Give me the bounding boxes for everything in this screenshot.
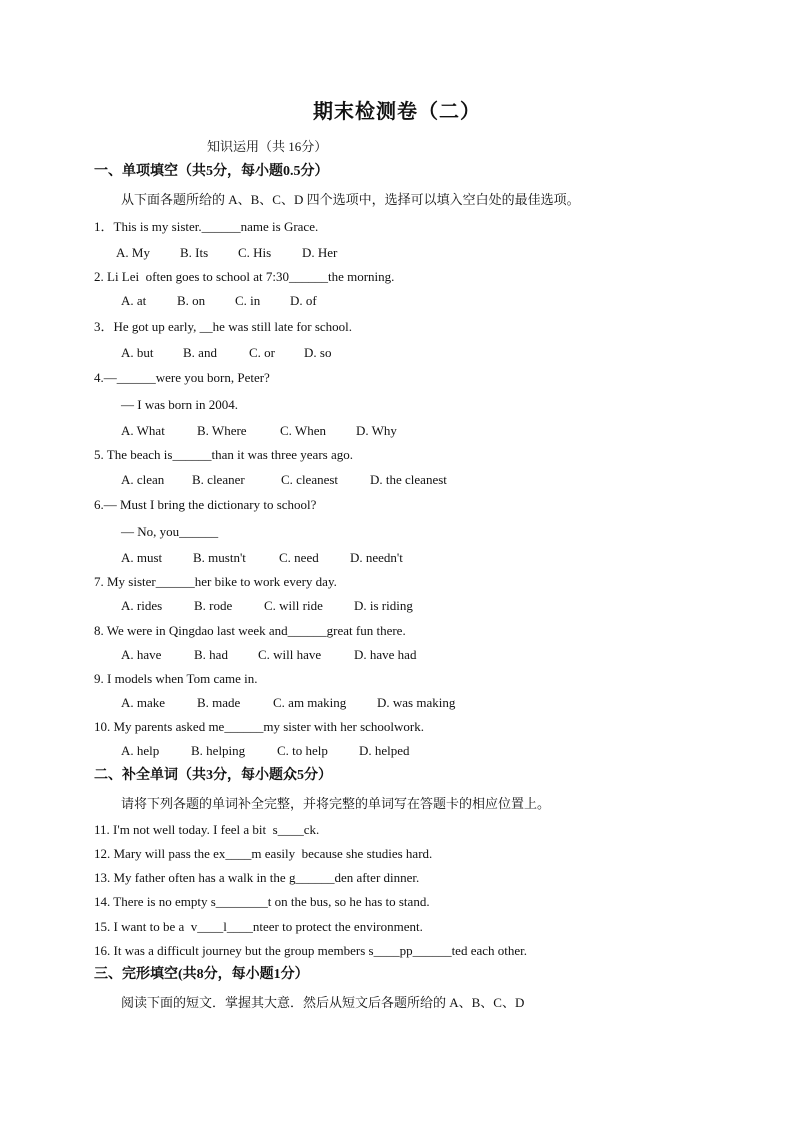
option-d[interactable]: D. Why xyxy=(356,423,397,438)
subtitle: 知识运用（共 16分） xyxy=(207,139,328,154)
question-2-options xyxy=(121,292,317,310)
option-c[interactable]: C. to help xyxy=(277,743,328,758)
option-c[interactable]: C. His xyxy=(238,245,272,260)
option-b[interactable]: B. had xyxy=(194,647,228,662)
option-c[interactable]: C. will ride xyxy=(264,598,323,613)
section1-heading: 一、单项填空（共5分，每小题0.5分） xyxy=(94,164,329,179)
option-b[interactable]: B. made xyxy=(197,695,241,710)
option-d[interactable]: D. helped xyxy=(359,743,410,758)
question-6: 6.— Must I bring the dictionary to school? xyxy=(94,497,317,512)
question-6-reply: — No, you______ xyxy=(121,524,219,539)
option-c[interactable]: C. cleanest xyxy=(281,472,339,487)
question-3-options xyxy=(121,344,331,362)
question-12: 12. Mary will pass the ex____m easily because she studies hard. xyxy=(94,846,433,861)
option-d[interactable]: D. is riding xyxy=(354,598,413,613)
question-13: 13. My father often has a walk in the g______den after dinner. xyxy=(94,870,420,885)
option-a[interactable]: A. at xyxy=(121,293,147,308)
question-9-options xyxy=(121,694,455,712)
question-8-options xyxy=(121,646,416,664)
option-d[interactable]: D. have had xyxy=(354,647,417,662)
option-a[interactable]: A. What xyxy=(121,423,165,438)
section3-instruction: 阅读下面的短文．掌握其大意．然后从短文后各题所给的 A、B、C、D xyxy=(121,995,525,1010)
question-7: 7. My sister______her bike to work every day. xyxy=(94,574,337,589)
option-d[interactable]: D. so xyxy=(304,345,332,360)
question-1-options xyxy=(116,244,337,262)
question-7-options xyxy=(121,597,413,615)
option-a[interactable]: A. help xyxy=(121,743,160,758)
question-15: 15. I want to be a v____l____nteer to protect the environment. xyxy=(94,919,423,934)
question-5: 5. The beach is______than it was three years ago. xyxy=(94,447,353,462)
question-11: 11. I'm not well today. I feel a bit s____ck. xyxy=(94,822,320,837)
option-d[interactable]: D. the cleanest xyxy=(370,472,447,487)
option-d[interactable]: D. was making xyxy=(377,695,456,710)
question-14: 14. There is no empty s________t on the bus, so he has to stand. xyxy=(94,894,430,909)
section3-heading: 三、完形填空(共8分，每小题1分） xyxy=(94,967,309,982)
option-a[interactable]: A. must xyxy=(121,550,163,565)
option-c[interactable]: C. or xyxy=(249,345,275,360)
option-a[interactable]: A. but xyxy=(121,345,154,360)
question-16: 16. It was a difficult journey but the group members s____pp______ted each other. xyxy=(94,943,527,958)
option-d[interactable]: D. needn't xyxy=(350,550,403,565)
question-6-options xyxy=(121,549,403,567)
option-c[interactable]: C. am making xyxy=(273,695,347,710)
option-b[interactable]: B. on xyxy=(177,293,206,308)
question-8: 8. We were in Qingdao last week and______great fun there. xyxy=(94,623,406,638)
option-a[interactable]: A. make xyxy=(121,695,166,710)
option-a[interactable]: A. rides xyxy=(121,598,163,613)
page-title: 期末检测卷（二） xyxy=(313,101,481,123)
question-9: 9. I models when Tom came in. xyxy=(94,671,258,686)
option-c[interactable]: C. need xyxy=(279,550,319,565)
section2-instruction: 请将下列各题的单词补全完整，并将完整的单词写在答题卡的相应位置上。 xyxy=(121,796,551,811)
option-a[interactable]: A. have xyxy=(121,647,162,662)
option-b[interactable]: B. mustn't xyxy=(193,550,246,565)
question-10-options xyxy=(121,742,410,760)
question-4-options xyxy=(121,422,397,440)
option-c[interactable]: C. in xyxy=(235,293,261,308)
option-b[interactable]: B. and xyxy=(183,345,217,360)
question-4-reply: — I was born in 2004. xyxy=(121,397,238,412)
option-b[interactable]: B. rode xyxy=(194,598,233,613)
option-d[interactable]: D. Her xyxy=(302,245,338,260)
option-b[interactable]: B. Its xyxy=(180,245,209,260)
question-5-options xyxy=(121,471,447,489)
section2-heading: 二、补全单词（共3分，每小题众5分） xyxy=(94,768,332,783)
option-b[interactable]: B. cleaner xyxy=(192,472,245,487)
option-c[interactable]: C. When xyxy=(280,423,326,438)
question-1: 1．This is my sister.______name is Grace. xyxy=(94,219,319,234)
section1-instruction: 从下面各题所给的 A、B、C、D 四个选项中，选择可以填入空白处的最佳选项。 xyxy=(121,192,580,207)
option-a[interactable]: A. My xyxy=(116,245,150,260)
option-c[interactable]: C. will have xyxy=(258,647,322,662)
option-b[interactable]: B. Where xyxy=(197,423,247,438)
question-3: 3．He got up early, __he was still late for school. xyxy=(94,319,353,334)
option-b[interactable]: B. helping xyxy=(191,743,246,758)
question-2: 2. Li Lei often goes to school at 7:30______the morning. xyxy=(94,269,395,284)
option-a[interactable]: A. clean xyxy=(121,472,165,487)
question-10: 10. My parents asked me______my sister with her schoolwork. xyxy=(94,719,425,734)
question-4: 4.—______were you born, Peter? xyxy=(94,370,270,385)
option-d[interactable]: D. of xyxy=(290,293,317,308)
